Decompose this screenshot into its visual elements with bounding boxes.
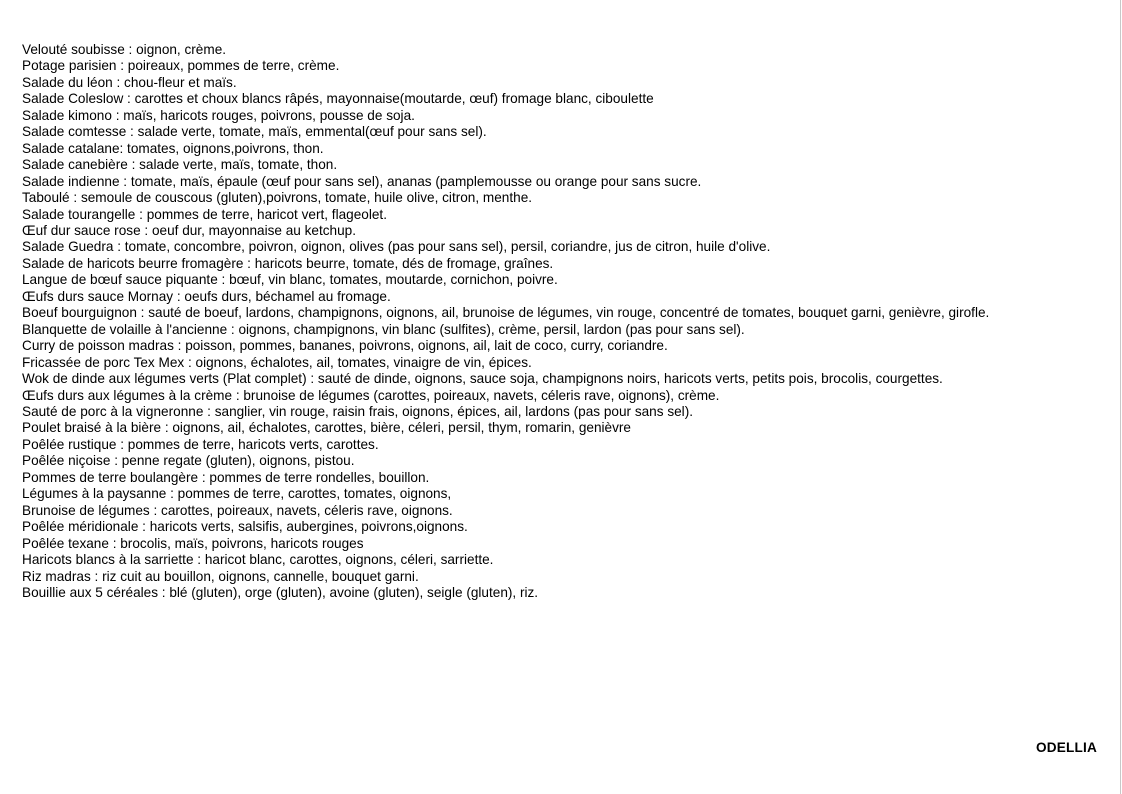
recipe-line: Œuf dur sauce rose : oeuf dur, mayonnaise au ketchup. — [22, 222, 357, 238]
recipe-line: Légumes à la paysanne : pommes de terre, carottes, tomates, oignons, — [22, 486, 452, 502]
recipe-line: Poêlée texane : brocolis, maïs, poivrons, haricots rouges — [22, 535, 364, 551]
recipe-line: Salade tourangelle : pommes de terre, haricot vert, flageolet. — [22, 206, 387, 222]
recipe-line: Salade canebière : salade verte, maïs, tomate, thon. — [22, 157, 338, 173]
recipe-line: Salade indienne : tomate, maïs, épaule (œuf pour sans sel), ananas (pamplemousse ou orange pour sans sucre. — [22, 173, 702, 189]
recipe-line: Curry de poisson madras : poisson, pommes, bananes, poivrons, oignons, ail, lait de coco, curry, coriandre. — [22, 338, 668, 354]
recipe-line: Fricassée de porc Tex Mex : oignons, échalotes, ail, tomates, vinaigre de vin, épices. — [22, 354, 532, 370]
recipe-line: Brunoise de légumes : carottes, poireaux, navets, céleris rave, oignons. — [22, 502, 453, 518]
recipe-line: Blanquette de volaille à l'ancienne : oignons, champignons, vin blanc (sulfites), crème, persil, lardon (pas pour sans sel). — [22, 321, 745, 337]
recipe-line: Poêlée niçoise : penne regate (gluten), oignons, pistou. — [22, 453, 355, 469]
recipe-line: Poulet braisé à la bière : oignons, ail, échalotes, carottes, bière, céleri, persil, thym, romarin, genièvre — [22, 420, 631, 436]
recipe-line: Salade du léon : chou-fleur et maïs. — [22, 74, 237, 90]
recipe-line: Salade de haricots beurre fromagère : haricots beurre, tomate, dés de fromage, graînes. — [22, 255, 554, 271]
footer-brand: ODELLIA — [1035, 740, 1097, 755]
recipe-line: Bouillie aux 5 céréales : blé (gluten), orge (gluten), avoine (gluten), seigle (gluten), riz. — [22, 584, 539, 600]
recipe-line: Œufs durs aux légumes à la crème : brunoise de légumes (carottes, poireaux, navets, céleris rave, oignons), crème. — [22, 387, 720, 403]
recipe-line: Salade Coleslow : carottes et choux blancs râpés, mayonnaise(moutarde, œuf) fromage blanc, ciboulette — [22, 91, 654, 107]
recipe-line: Haricots blancs à la sarriette : haricot blanc, carottes, oignons, céleri, sarriette. — [22, 552, 494, 568]
recipe-line: Salade comtesse : salade verte, tomate, maïs, emmental(œuf pour sans sel). — [22, 124, 487, 140]
recipe-line: Salade Guedra : tomate, concombre, poivron, oignon, olives (pas pour sans sel), persil, coriandre, jus de citron, huile d'olive. — [22, 239, 771, 255]
recipe-line: Salade catalane: tomates, oignons,poivrons, thon. — [22, 140, 324, 156]
recipe-line: Poêlée rustique : pommes de terre, haricots verts, carottes. — [22, 436, 379, 452]
recipe-line: Poêlée méridionale : haricots verts, salsifis, aubergines, poivrons,oignons. — [22, 519, 468, 535]
recipe-line: Taboulé : semoule de couscous (gluten),poivrons, tomate, huile olive, citron, menthe. — [22, 190, 533, 206]
recipe-line: Langue de bœuf sauce piquante : bœuf, vin blanc, tomates, moutarde, cornichon, poivre. — [22, 272, 558, 288]
recipe-line: Wok de dinde aux légumes verts (Plat complet) : sauté de dinde, oignons, sauce soja, champignons noirs, haricots verts, petits pois, brocolis, courgettes. — [22, 371, 943, 387]
recipe-line: Boeuf bourguignon : sauté de boeuf, lardons, champignons, oignons, ail, brunoise de légumes, vin rouge, concentré de tomates, bouquet garni, genièvre, girofle. — [22, 305, 990, 321]
recipe-line: Pommes de terre boulangère : pommes de terre rondelles, bouillon. — [22, 469, 430, 485]
recipe-line: Sauté de porc à la vigneronne : sanglier, vin rouge, raisin frais, oignons, épices, ail, lardons (pas pour sans sel). — [22, 403, 693, 419]
recipe-list — [22, 42, 989, 601]
recipe-line: Potage parisien : poireaux, pommes de terre, crème. — [22, 58, 340, 74]
recipe-line: Œufs durs sauce Mornay : oeufs durs, béchamel au fromage. — [22, 288, 391, 304]
recipe-line: Velouté soubisse : oignon, crème. — [22, 42, 227, 57]
recipe-line: Salade kimono : maïs, haricots rouges, poivrons, pousse de soja. — [22, 107, 415, 123]
recipe-line: Riz madras : riz cuit au bouillon, oignons, cannelle, bouquet garni. — [22, 568, 419, 584]
